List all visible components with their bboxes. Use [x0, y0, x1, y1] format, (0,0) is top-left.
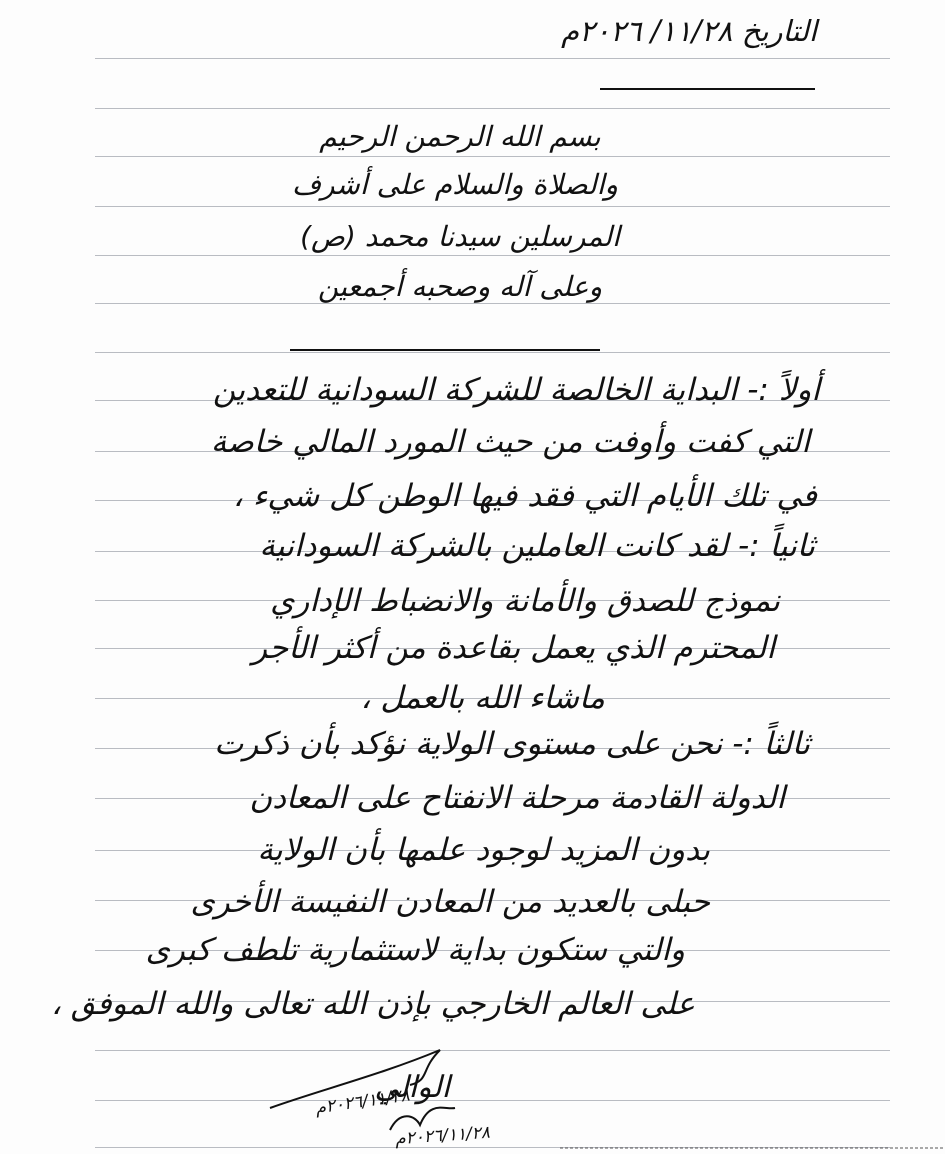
body-line: الدولة القادمة مرحلة الانفتاح على المعادن	[249, 780, 785, 816]
bottom-edge-artifact	[560, 1136, 945, 1154]
signature-block	[230, 1030, 530, 1154]
body-line: بدون المزيد لوجود علمها بأن الولاية	[257, 832, 710, 868]
body-line: ثانياً :- لقد كانت العاملين بالشركة السودانية	[259, 528, 815, 564]
date-line: التاريخ ١١/٢٨/ ٢٠٢٦م	[561, 14, 817, 48]
body-line: ثالثاً :- نحن على مستوى الولاية نؤكد بأن ذكرت	[214, 726, 810, 762]
body-line: نموذج للصدق والأمانة والانضباط الإداري	[270, 583, 780, 619]
body-line: ماشاء الله بالعمل ،	[360, 680, 605, 716]
opening-line: بسم الله الرحمن الرحيم	[319, 120, 601, 153]
ruled-line	[95, 255, 890, 256]
ruled-line	[95, 352, 890, 353]
signature-date: ٢٠٢٦/١١/٢٨م	[394, 1122, 491, 1150]
ruled-line	[95, 108, 890, 109]
ruled-line	[95, 156, 890, 157]
opening-line: وعلى آله وصحبه أجمعين	[317, 270, 603, 303]
ruled-line	[95, 58, 890, 59]
body-line: المحترم الذي يعمل بقاعدة من أكثر الأجر	[252, 630, 775, 666]
ruled-line	[95, 206, 890, 207]
opening-underline	[290, 349, 600, 351]
opening-line: المرسلين سيدنا محمد (ص)	[300, 220, 620, 253]
signature-date: ٢٠٢٦/١١/٢٨م	[314, 1085, 411, 1119]
body-line: التي كفت وأوفت من حيث المورد المالي خاصة	[210, 424, 810, 460]
signature-name: الوالي	[374, 1070, 450, 1105]
body-line: والتي ستكون بداية لاستثمارية تلطف كبرى	[145, 932, 685, 968]
body-line: أولاً :- البداية الخالصة للشركة السودانية للتعدين	[212, 372, 820, 408]
ruled-line	[95, 303, 890, 304]
body-line: على العالم الخارجي بإذن الله تعالى والله الموفق ،	[51, 986, 695, 1022]
body-line: في تلك الأيام التي فقد فيها الوطن كل شيء ،	[232, 478, 817, 514]
opening-line: والصلاة والسلام على أشرف	[291, 168, 619, 201]
date-underline	[600, 88, 815, 90]
body-line: حبلى بالعديد من المعادن النفيسة الأخرى	[190, 884, 710, 920]
